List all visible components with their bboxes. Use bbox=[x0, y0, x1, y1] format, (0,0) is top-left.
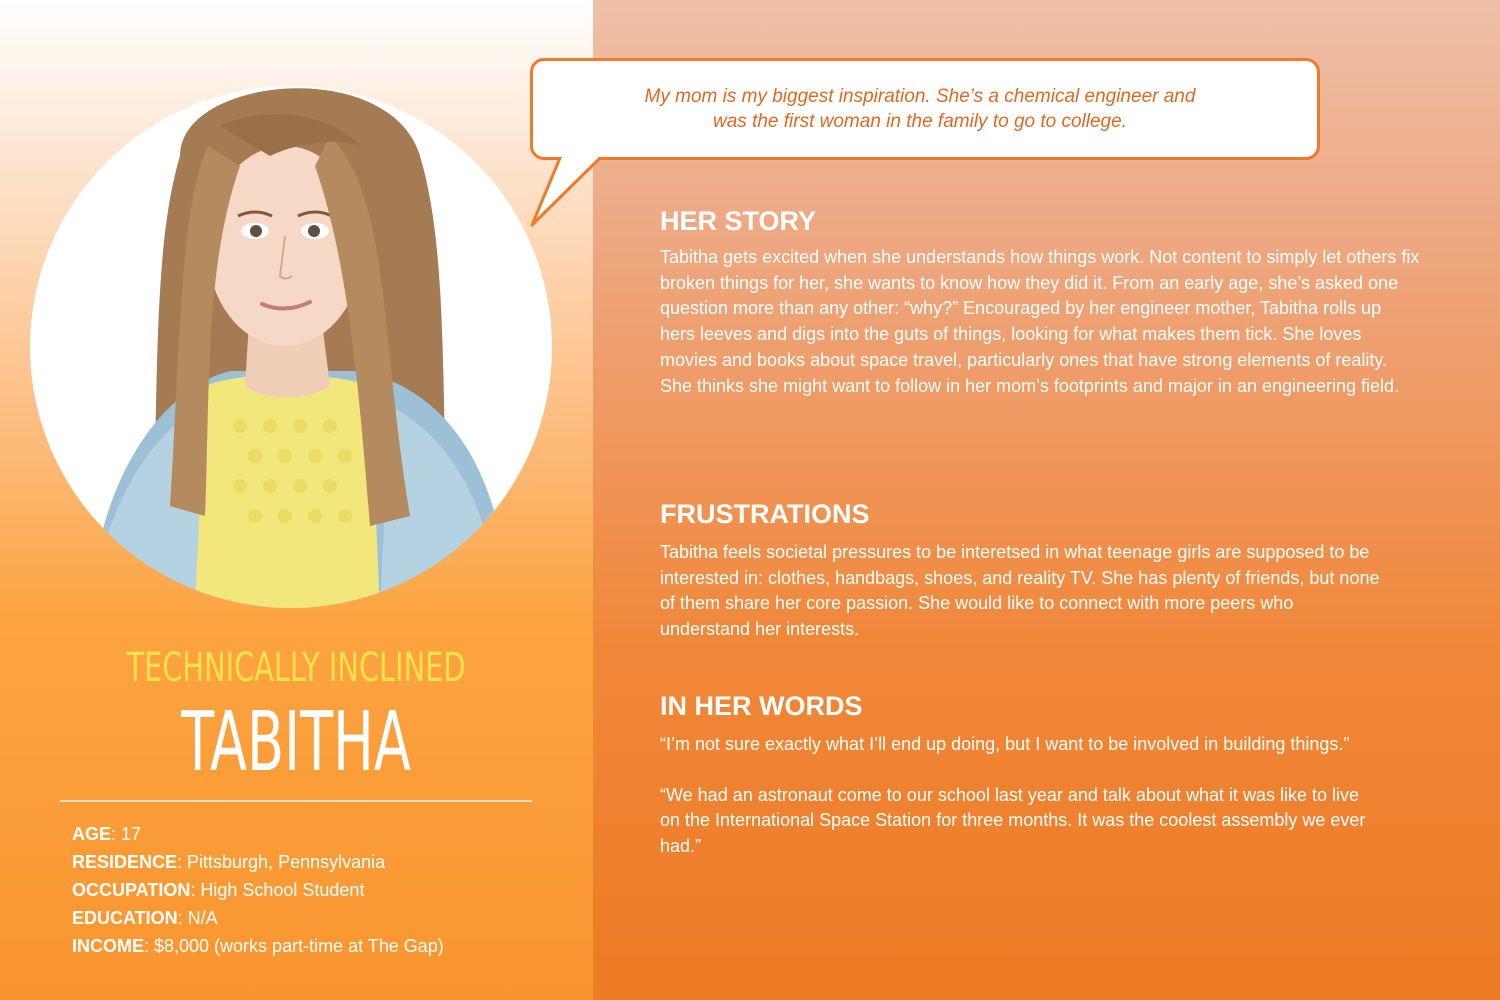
detail-label: AGE bbox=[72, 824, 112, 844]
persona-photo bbox=[30, 86, 552, 608]
persona-name: TABITHA bbox=[181, 695, 411, 790]
detail-value: : Pittsburgh, Pennsylvania bbox=[177, 852, 386, 872]
speech-bubble-tail bbox=[530, 150, 610, 230]
section-text: Tabitha feels societal pressures to be interetsed in what teenage girls are supposed to be interested in: clothes, handbags, shoes, and reality TV. She has plenty of friends, but none of them share her core passion. She would like to connect with more peers who understand her interests. bbox=[660, 542, 1380, 640]
bubble-quote-line-1: My mom is my biggest inspiration. She’s a chemical engineer and bbox=[644, 86, 1196, 107]
detail-label: OCCUPATION bbox=[72, 880, 191, 900]
persona-tagline: TECHNICALLY INCLINED bbox=[126, 645, 466, 691]
detail-occupation bbox=[72, 876, 444, 904]
detail-age bbox=[72, 820, 444, 848]
section-heading: IN HER WORDS bbox=[660, 691, 863, 721]
detail-value: : N/A bbox=[177, 908, 218, 928]
quote-text: “We had an astronaut come to our school last year and talk about what it was like to live on the International Space Station for three months. It was the coolest assembly we ever had.” bbox=[660, 784, 1366, 857]
detail-residence bbox=[72, 848, 444, 876]
detail-value: : High School Student bbox=[190, 880, 365, 900]
section-text: Tabitha gets excited when she understands how things work. Not content to simply let others fix broken things for her, she wants to know how they did it. From an early age, she’s asked one question more than any other: “why?” Encouraged by her engineer mother, Tabitha rolls up hers leeves and digs into the guts of things, looking for what makes them tick. She loves movies and books about space travel, particularly ones that have strong elements of reality. She thinks she might want to follow in her mom’s footprints and major in an engineering field. bbox=[660, 247, 1420, 396]
bubble-quote bbox=[560, 84, 1280, 134]
detail-education bbox=[72, 904, 444, 932]
her-story-section bbox=[660, 205, 1420, 399]
detail-label: EDUCATION bbox=[72, 908, 178, 928]
detail-label: INCOME bbox=[72, 936, 144, 956]
detail-label: RESIDENCE bbox=[72, 852, 178, 872]
in-her-words-section bbox=[660, 690, 1380, 860]
section-heading: HER STORY bbox=[660, 206, 817, 236]
quote-text: “I’m not sure exactly what I’ll end up doing, but I want to be involved in building things.” bbox=[660, 734, 1350, 754]
bubble-quote-line-2: was the first woman in the family to go to college. bbox=[713, 111, 1127, 132]
section-heading: FRUSTRATIONS bbox=[660, 499, 870, 529]
persona-details bbox=[72, 820, 444, 960]
divider bbox=[60, 800, 532, 802]
detail-income bbox=[72, 932, 444, 960]
detail-value: : 17 bbox=[111, 824, 142, 844]
detail-value: : $8,000 (works part-time at The Gap) bbox=[144, 936, 444, 956]
frustrations-section bbox=[660, 498, 1380, 643]
